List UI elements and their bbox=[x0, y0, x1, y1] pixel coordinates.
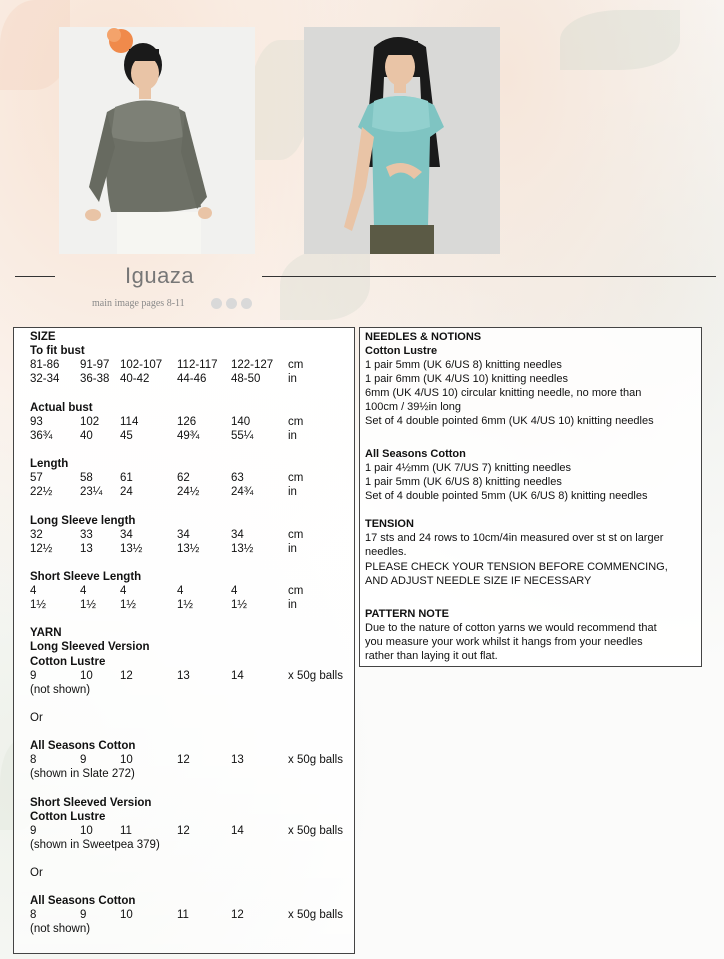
length-in-row-cell: 24¾ bbox=[231, 486, 254, 498]
decorative-dot bbox=[226, 298, 237, 309]
actual-bust-cm-row-cell: 114 bbox=[120, 416, 139, 428]
short-all-seasons-row-cell: 11 bbox=[177, 909, 189, 921]
actual-bust-cm-row-cell: 140 bbox=[231, 416, 251, 428]
shade-note: (shown in Slate 272) bbox=[30, 768, 135, 780]
to-fit-bust-cm-row-cell: 102-107 bbox=[120, 359, 163, 371]
fern-decoration bbox=[280, 250, 370, 320]
short-version-label: Short Sleeved Version bbox=[30, 797, 152, 809]
long-sleeve-in-row-cell: 13½ bbox=[231, 543, 254, 555]
shade-note: (shown in Sweetpea 379) bbox=[30, 839, 160, 851]
length-cm-row-cell: 61 bbox=[120, 472, 133, 484]
cotton-lustre-label: Cotton Lustre bbox=[30, 656, 106, 668]
short-all-seasons-row-cell: x 50g balls bbox=[288, 909, 343, 921]
long-sleeve-cm-row-cell: 34 bbox=[177, 529, 190, 541]
long-sleeve-in-row-cell: in bbox=[288, 543, 297, 555]
long-sleeve-in-row-cell: 13½ bbox=[120, 543, 143, 555]
fern-decoration bbox=[250, 40, 310, 160]
decorative-dot bbox=[211, 298, 222, 309]
short-cotton-lustre-row-cell: 11 bbox=[120, 825, 132, 837]
model-blue-sweater-illustration bbox=[304, 27, 500, 254]
long-sleeve-in-row-cell: 13 bbox=[80, 543, 93, 555]
long-cotton-lustre-row-cell: x 50g balls bbox=[288, 670, 343, 682]
page-title: Iguaza bbox=[125, 263, 195, 288]
short-all-seasons-row-cell: 9 bbox=[80, 909, 87, 921]
actual-bust-in-row-cell: in bbox=[288, 430, 297, 442]
to-fit-bust-cm-row-cell: 91-97 bbox=[80, 359, 110, 371]
needle-line: 100cm / 39½in long bbox=[365, 401, 462, 413]
actual-bust-in-row-cell: 49¾ bbox=[177, 430, 200, 442]
long-version-label: Long Sleeved Version bbox=[30, 641, 150, 653]
short-sleeve-cm-row-cell: 4 bbox=[30, 585, 37, 597]
long-sleeve-cm-row-cell: 33 bbox=[80, 529, 93, 541]
to-fit-bust-in-row-cell: 36-38 bbox=[80, 373, 110, 385]
to-fit-bust-cm-row-cell: 122-127 bbox=[231, 359, 274, 371]
long-all-seasons-row-cell: 9 bbox=[80, 754, 87, 766]
short-sleeve-in-row-cell: 1½ bbox=[30, 599, 46, 611]
needles-heading: NEEDLES & NOTIONS bbox=[365, 331, 482, 343]
all-seasons-label: All Seasons Cotton bbox=[30, 740, 136, 752]
fern-decoration bbox=[560, 10, 680, 70]
short-cotton-lustre-row-cell: 9 bbox=[30, 825, 37, 837]
needle-line: 1 pair 6mm (UK 4/US 10) knitting needles bbox=[365, 373, 568, 385]
long-sleeve-cm-row-cell: 32 bbox=[30, 529, 43, 541]
tension-line: 17 sts and 24 rows to 10cm/4in measured over st st on larger bbox=[365, 532, 664, 544]
short-sleeve-in-row-cell: 1½ bbox=[177, 599, 193, 611]
all-seasons-label: All Seasons Cotton bbox=[30, 895, 136, 907]
photo-long-sleeved-sweater bbox=[59, 27, 255, 254]
needle-line: Set of 4 double pointed 5mm (UK 6/US 8) knitting needles bbox=[365, 490, 648, 502]
needle-line: Set of 4 double pointed 6mm (UK 4/US 10) knitting needles bbox=[365, 415, 654, 427]
long-cotton-lustre-row-cell: 14 bbox=[231, 670, 244, 682]
short-cotton-lustre-row-cell: x 50g balls bbox=[288, 825, 343, 837]
actual-bust-in-row-cell: 55¼ bbox=[231, 430, 254, 442]
shade-note: (not shown) bbox=[30, 923, 91, 935]
actual-bust-in-row-cell: 40 bbox=[80, 430, 93, 442]
long-sleeve-in-row-cell: 12½ bbox=[30, 543, 53, 555]
title-rule-right bbox=[262, 276, 716, 277]
to-fit-bust-in-row-cell: 48-50 bbox=[231, 373, 261, 385]
photo-short-sleeved-sweater bbox=[304, 27, 500, 254]
short-cotton-lustre-row-cell: 10 bbox=[80, 825, 93, 837]
long-all-seasons-row-cell: x 50g balls bbox=[288, 754, 343, 766]
long-all-seasons-row-cell: 13 bbox=[231, 754, 244, 766]
all-seasons-needles-label: All Seasons Cotton bbox=[365, 448, 466, 460]
long-all-seasons-row-cell: 10 bbox=[120, 754, 133, 766]
to-fit-bust-cm-row-cell: cm bbox=[288, 359, 304, 371]
short-cotton-lustre-row-cell: 14 bbox=[231, 825, 244, 837]
long-all-seasons-row-cell: 8 bbox=[30, 754, 37, 766]
short-sleeve-in-row-cell: 1½ bbox=[120, 599, 136, 611]
to-fit-bust-in-row-cell: 44-46 bbox=[177, 373, 207, 385]
length-cm-row-cell: 57 bbox=[30, 472, 43, 484]
long-cotton-lustre-row-cell: 13 bbox=[177, 670, 190, 682]
short-all-seasons-row-cell: 12 bbox=[231, 909, 244, 921]
needle-line: 6mm (UK 4/US 10) circular knitting needle, no more than bbox=[365, 387, 642, 399]
actual-bust-cm-row-cell: 102 bbox=[80, 416, 100, 428]
length-in-row-cell: 24½ bbox=[177, 486, 200, 498]
long-sleeve-cm-row-cell: 34 bbox=[120, 529, 133, 541]
short-sleeve-cm-row-cell: 4 bbox=[120, 585, 127, 597]
or-text: Or bbox=[30, 712, 43, 724]
length-cm-row-cell: cm bbox=[288, 472, 304, 484]
long-all-seasons-row-cell: 12 bbox=[177, 754, 190, 766]
length-in-row-cell: in bbox=[288, 486, 297, 498]
short-cotton-lustre-row-cell: 12 bbox=[177, 825, 190, 837]
length-cm-row-cell: 62 bbox=[177, 472, 190, 484]
pattern-note-line: you measure your work whilst it hangs from your needles bbox=[365, 636, 643, 648]
to-fit-bust-in-row-cell: 32-34 bbox=[30, 373, 60, 385]
short-all-seasons-row-cell: 10 bbox=[120, 909, 133, 921]
short-sleeve-cm-row-cell: cm bbox=[288, 585, 304, 597]
short-sleeve-cm-row-cell: 4 bbox=[177, 585, 184, 597]
pattern-note-line: rather than laying it out flat. bbox=[365, 650, 498, 662]
long-cotton-lustre-row-cell: 12 bbox=[120, 670, 133, 682]
short-all-seasons-row-cell: 8 bbox=[30, 909, 37, 921]
decorative-dot bbox=[241, 298, 252, 309]
title-rule-left bbox=[15, 276, 55, 277]
actual-bust-cm-row-cell: 126 bbox=[177, 416, 197, 428]
long-cotton-lustre-row-cell: 9 bbox=[30, 670, 37, 682]
actual-bust-label: Actual bust bbox=[30, 402, 93, 414]
tension-line: AND ADJUST NEEDLE SIZE IF NECESSARY bbox=[365, 575, 592, 587]
pattern-note-heading: PATTERN NOTE bbox=[365, 608, 449, 620]
size-heading: SIZE bbox=[30, 331, 56, 343]
to-fit-bust-in-row-cell: 40-42 bbox=[120, 373, 150, 385]
pattern-note-line: Due to the nature of cotton yarns we would recommend that bbox=[365, 622, 657, 634]
shade-note: (not shown) bbox=[30, 684, 91, 696]
short-sleeve-in-row-cell: 1½ bbox=[80, 599, 96, 611]
cotton-lustre-label: Cotton Lustre bbox=[30, 811, 106, 823]
short-sleeve-in-row-cell: in bbox=[288, 599, 297, 611]
long-sleeve-in-row-cell: 13½ bbox=[177, 543, 200, 555]
to-fit-bust-cm-row-cell: 112-117 bbox=[177, 359, 218, 371]
actual-bust-in-row-cell: 36¾ bbox=[30, 430, 53, 442]
short-sleeve-label: Short Sleeve Length bbox=[30, 571, 142, 583]
tension-heading: TENSION bbox=[365, 518, 414, 530]
length-label: Length bbox=[30, 458, 69, 470]
needle-line: 1 pair 5mm (UK 6/US 8) knitting needles bbox=[365, 359, 562, 371]
short-sleeve-cm-row-cell: 4 bbox=[231, 585, 238, 597]
model-grey-sweater-illustration bbox=[59, 27, 255, 254]
to-fit-bust-label: To fit bust bbox=[30, 345, 85, 357]
yarn-heading: YARN bbox=[30, 627, 62, 639]
length-cm-row-cell: 58 bbox=[80, 472, 93, 484]
long-cotton-lustre-row-cell: 10 bbox=[80, 670, 93, 682]
length-in-row-cell: 22½ bbox=[30, 486, 53, 498]
cotton-lustre-needles-label: Cotton Lustre bbox=[365, 345, 438, 357]
long-sleeve-label: Long Sleeve length bbox=[30, 515, 136, 527]
tension-line: needles. bbox=[365, 546, 407, 558]
short-sleeve-cm-row-cell: 4 bbox=[80, 585, 87, 597]
to-fit-bust-cm-row-cell: 81-86 bbox=[30, 359, 60, 371]
tension-line: PLEASE CHECK YOUR TENSION BEFORE COMMENCING, bbox=[365, 561, 668, 573]
long-sleeve-cm-row-cell: cm bbox=[288, 529, 304, 541]
long-sleeve-cm-row-cell: 34 bbox=[231, 529, 244, 541]
actual-bust-cm-row-cell: cm bbox=[288, 416, 304, 428]
actual-bust-in-row-cell: 45 bbox=[120, 430, 133, 442]
actual-bust-cm-row-cell: 93 bbox=[30, 416, 43, 428]
length-in-row-cell: 24 bbox=[120, 486, 133, 498]
page-reference: main image pages 8-11 bbox=[92, 298, 185, 309]
length-cm-row-cell: 63 bbox=[231, 472, 244, 484]
to-fit-bust-in-row-cell: in bbox=[288, 373, 297, 385]
needle-line: 1 pair 4½mm (UK 7/US 7) knitting needles bbox=[365, 462, 572, 474]
length-in-row-cell: 23¼ bbox=[80, 486, 103, 498]
needle-line: 1 pair 5mm (UK 6/US 8) knitting needles bbox=[365, 476, 562, 488]
short-sleeve-in-row-cell: 1½ bbox=[231, 599, 247, 611]
or-text: Or bbox=[30, 867, 43, 879]
